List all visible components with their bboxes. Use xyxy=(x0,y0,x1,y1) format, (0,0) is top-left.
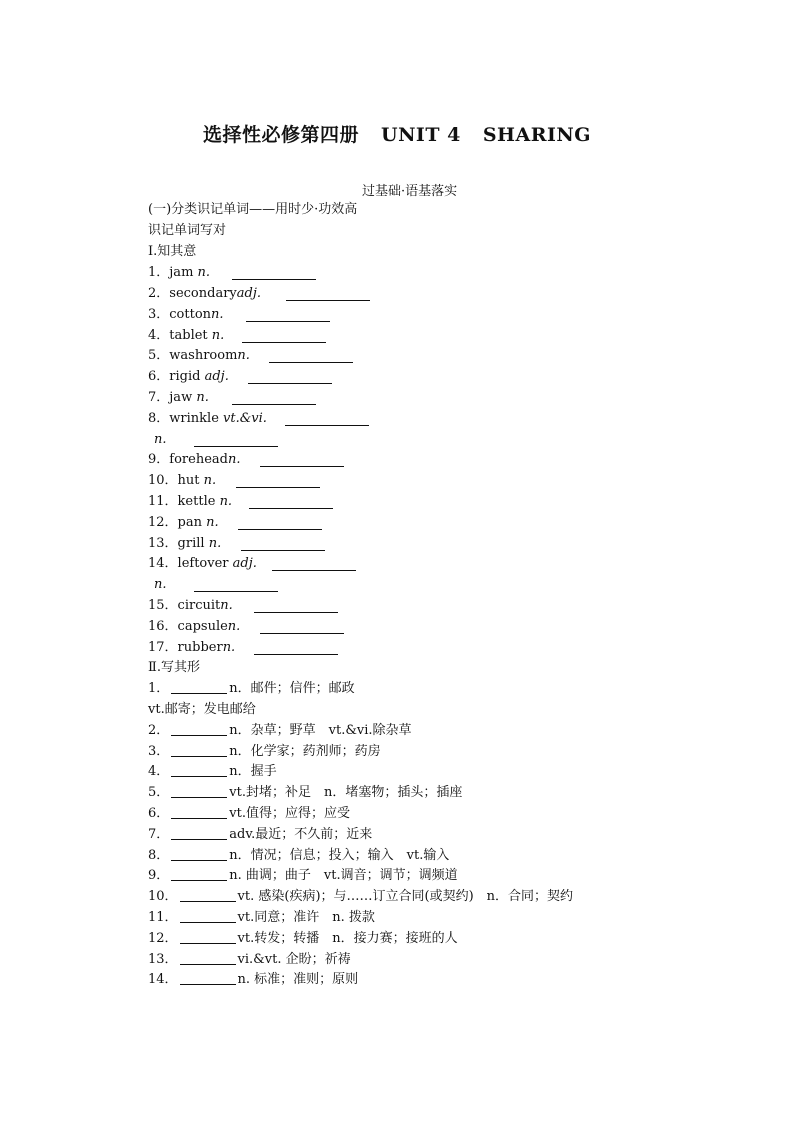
answer-blank[interactable] xyxy=(171,764,227,777)
answer-blank[interactable] xyxy=(180,910,236,923)
answer-blank[interactable] xyxy=(242,342,326,343)
page-title xyxy=(0,120,794,147)
list-item: 14．leftover adj. xyxy=(148,555,257,573)
list-item: 4． n．握手 xyxy=(148,764,277,779)
list-item: 17．rubbern. xyxy=(148,639,235,657)
answer-blank[interactable] xyxy=(254,654,338,655)
list-item: 12． vt.转发；转播 n．接力赛；接班的人 xyxy=(148,931,458,946)
answer-blank[interactable] xyxy=(236,487,320,488)
list-item: 5． vt.封堵；补足 n．堵塞物；插头；插座 xyxy=(148,785,463,800)
list-item: 11． vt.同意；准许 n. 拨款 xyxy=(148,910,375,925)
list-item: 7． adv.最近；不久前；近来 xyxy=(148,827,373,842)
list-item: 16．capsulen. xyxy=(148,618,240,636)
list-item: 3． n．化学家；药剂师；药房 xyxy=(148,744,381,759)
answer-blank[interactable] xyxy=(171,723,227,736)
list-item: n. xyxy=(154,576,167,594)
list-item: 9．foreheadn. xyxy=(148,451,240,469)
answer-blank[interactable] xyxy=(238,529,322,530)
answer-blank[interactable] xyxy=(194,591,278,592)
list-item: 2．secondaryadj. xyxy=(148,285,261,303)
list-item: 6． vt.值得；应得；应受 xyxy=(148,806,350,821)
list-item: 8． n．情况；信息；投入；输入 vt.输入 xyxy=(148,848,450,863)
answer-blank[interactable] xyxy=(272,570,356,571)
answer-blank[interactable] xyxy=(260,466,344,467)
list-item: 12．pan n. xyxy=(148,514,219,532)
answer-blank[interactable] xyxy=(269,362,353,363)
section-heading: (一)分类识记单词——用时少·功效高 xyxy=(148,202,358,217)
answer-blank[interactable] xyxy=(171,806,227,819)
list-item: 15．circuitn. xyxy=(148,597,233,615)
answer-blank[interactable] xyxy=(171,868,227,881)
section-subtitle: 过基础·语基落实 xyxy=(362,184,458,199)
answer-blank[interactable] xyxy=(260,633,344,634)
part1-heading: Ⅰ.知其意 xyxy=(148,244,197,259)
list-item: 13．grill n. xyxy=(148,535,221,553)
list-item: 8．wrinkle vt.&vi. xyxy=(148,410,267,428)
list-item: 10． vt. 感染(疾病)；与……订立合同(或契约) n．合同；契约 xyxy=(148,889,574,904)
answer-blank[interactable] xyxy=(171,785,227,798)
answer-blank[interactable] xyxy=(180,931,236,944)
list-item: 13． vi.&vt. 企盼；祈祷 xyxy=(148,952,351,967)
answer-blank[interactable] xyxy=(248,383,332,384)
list-item: 6．rigid adj. xyxy=(148,368,229,386)
list-item: 1． n．邮件；信件；邮政 xyxy=(148,681,355,696)
list-item: 5．washroomn. xyxy=(148,347,250,365)
answer-blank[interactable] xyxy=(232,279,316,280)
list-item: 9． n. 曲调；曲子 vt.调音；调节；调频道 xyxy=(148,868,458,883)
list-item: 1．jam n. xyxy=(148,264,210,282)
answer-blank[interactable] xyxy=(246,321,330,322)
list-item: 14． n. 标准；准则；原则 xyxy=(148,972,359,987)
list-item: vt.邮寄；发电邮给 xyxy=(148,702,256,717)
subheading: 识记单词写对 xyxy=(148,223,227,238)
list-item: 7．jaw n. xyxy=(148,389,209,407)
answer-blank[interactable] xyxy=(285,425,369,426)
answer-blank[interactable] xyxy=(241,550,325,551)
answer-blank[interactable] xyxy=(171,848,227,861)
list-item: 3．cottonn. xyxy=(148,306,224,324)
answer-blank[interactable] xyxy=(180,952,236,965)
title-chinese: 选择性必修第四册 xyxy=(202,124,359,146)
part2-heading: Ⅱ.写其形 xyxy=(148,660,200,675)
answer-blank[interactable] xyxy=(254,612,338,613)
answer-blank[interactable] xyxy=(171,744,227,757)
title-theme: SHARING xyxy=(482,124,591,146)
answer-blank[interactable] xyxy=(249,508,333,509)
answer-blank[interactable] xyxy=(180,972,236,985)
title-unit: UNIT 4 xyxy=(381,124,461,146)
list-item: 11．kettle n. xyxy=(148,493,232,511)
list-item: 2． n．杂草；野草 vt.&vi.除杂草 xyxy=(148,723,412,738)
answer-blank[interactable] xyxy=(286,300,370,301)
answer-blank[interactable] xyxy=(171,827,227,840)
answer-blank[interactable] xyxy=(180,889,236,902)
list-item: 10．hut n. xyxy=(148,472,216,490)
answer-blank[interactable] xyxy=(232,404,316,405)
answer-blank[interactable] xyxy=(171,681,227,694)
list-item: n. xyxy=(154,431,167,449)
list-item: 4．tablet n. xyxy=(148,327,224,345)
answer-blank[interactable] xyxy=(194,446,278,447)
